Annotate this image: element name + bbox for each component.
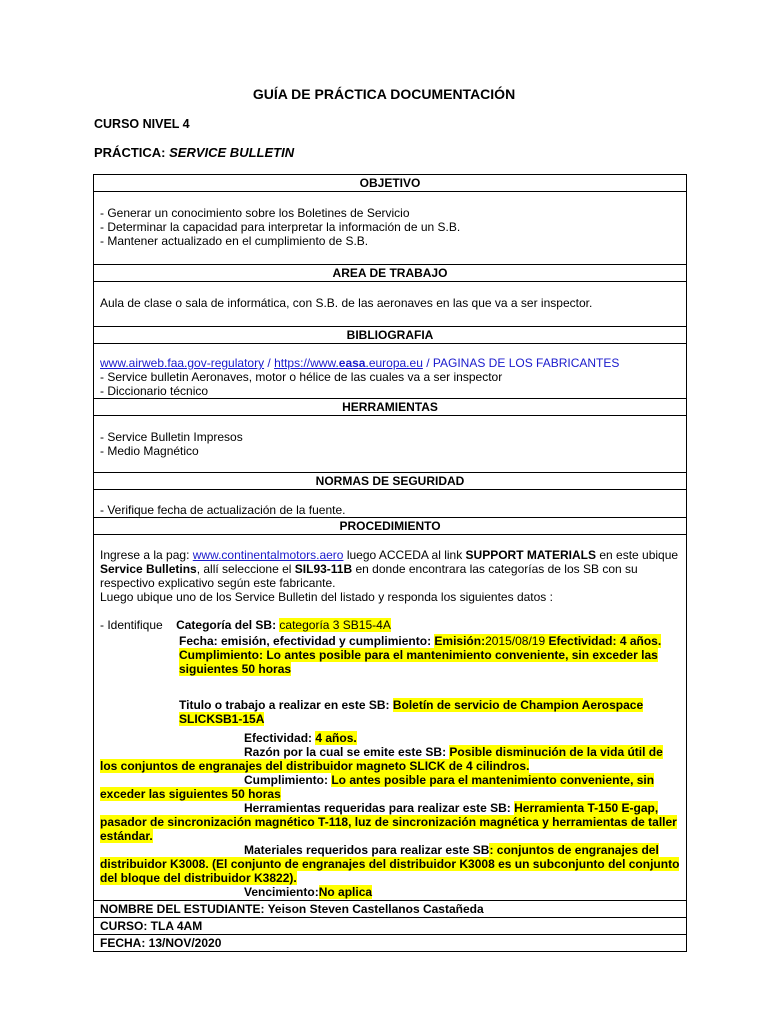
razon-row xyxy=(100,745,680,773)
normas-header: NORMAS DE SEGURIDAD xyxy=(94,473,687,490)
spacer xyxy=(100,676,680,698)
procedimiento-instruction: Luego ubique uno de los Service Bulletin del listado y responda los siguientes datos : xyxy=(100,590,553,604)
cumplimiento-value: Lo antes posible para el mantenimiento conveniente, sin exceder las siguientes 50 horas xyxy=(100,773,655,801)
vencimiento-value: No aplica xyxy=(318,885,373,899)
fecha-emision-value: 2015/08/19 xyxy=(485,634,546,648)
intro-text: en este ubique xyxy=(596,548,679,562)
herramientas-req-row xyxy=(100,801,680,843)
objetivo-line: - Generar un conocimiento sobre los Boletines de Servicio xyxy=(100,206,410,220)
normas-body xyxy=(94,490,687,518)
link-separator: / xyxy=(422,356,433,370)
titulo-value: Boletín de servicio de Champion Aerospace SLICKSB1-15A xyxy=(179,698,644,726)
student-course: CURSO: TLA 4AM xyxy=(94,918,687,935)
objetivo-header: OBJETIVO xyxy=(94,175,687,192)
practice-label: PRÁCTICA: xyxy=(94,145,166,160)
continental-link[interactable]: www.continentalmotors.aero xyxy=(192,548,344,562)
practice-value: SERVICE BULLETIN xyxy=(169,145,295,160)
area-header: AREA DE TRABAJO xyxy=(94,265,687,282)
intro-text: Ingrese a la pag: xyxy=(100,548,193,562)
link-separator: / xyxy=(264,356,275,370)
cumplimiento-row xyxy=(100,773,680,801)
easa-link-bold: easa xyxy=(338,356,366,370)
cumplimiento-label: Cumplimiento: xyxy=(244,773,332,787)
bibliografia-body xyxy=(94,344,687,399)
razon-label: Razón por la cual se emite este SB: xyxy=(244,745,450,759)
herramientas-body xyxy=(94,416,687,473)
objetivo-body xyxy=(94,192,687,265)
efectividad-value: 4 años. xyxy=(315,731,357,745)
fabricantes-text: PAGINAS DE LOS FABRICANTES xyxy=(432,356,620,370)
fecha-row xyxy=(100,634,680,676)
support-materials-text: SUPPORT MATERIALS xyxy=(465,548,596,562)
practice-line xyxy=(94,145,294,160)
titulo-label: Titulo o trabajo a realizar en este SB: xyxy=(179,698,393,712)
fecha-label: Fecha: emisión, efectividad y cumplimiento: xyxy=(179,634,435,648)
herramientas-header: HERRAMIENTAS xyxy=(94,399,687,416)
intro-text: en donde encontrara las categorías de los SB con su respectivo explicativo según este fabricante. xyxy=(100,562,638,590)
easa-link-prefix: https://www. xyxy=(274,356,339,370)
vencimiento-row xyxy=(100,885,680,899)
intro-text: , allí seleccione el xyxy=(196,562,295,576)
bibliografia-line: - Service bulletin Aeronaves, motor o hélice de las cuales va a ser inspector xyxy=(100,370,503,384)
categoria-label: Categoría del SB: xyxy=(176,618,280,632)
faa-link[interactable]: www.airweb.faa.gov-regulatory xyxy=(100,356,265,370)
procedimiento-header: PROCEDIMIENTO xyxy=(94,518,687,535)
herramientas-line: - Service Bulletin Impresos xyxy=(100,430,243,444)
submission-date: FECHA: 13/NOV/2020 xyxy=(94,935,687,952)
document-title: GUÍA DE PRÁCTICA DOCUMENTACIÓN xyxy=(252,86,516,102)
procedimiento-body xyxy=(94,535,687,901)
procedimiento-intro xyxy=(100,548,680,590)
objetivo-line: - Determinar la capacidad para interpretar la información de un S.B. xyxy=(100,220,461,234)
categoria-row xyxy=(100,618,680,632)
area-text: Aula de clase o sala de informática, con S.B. de las aeronaves en las que va a ser inspector. xyxy=(100,296,593,310)
objetivo-line: - Mantener actualizado en el cumplimiento de S.B. xyxy=(100,234,369,248)
efectividad-label: Efectividad: xyxy=(244,731,316,745)
bibliografia-line: - Diccionario técnico xyxy=(100,384,209,398)
bibliografia-links xyxy=(100,356,680,370)
service-bulletins-text: Service Bulletins xyxy=(100,562,197,576)
course-level: CURSO NIVEL 4 xyxy=(94,117,190,131)
herramientas-line: - Medio Magnético xyxy=(100,444,199,458)
materiales-row xyxy=(100,843,680,885)
sil-code-text: SIL93-11B xyxy=(294,562,353,576)
spacer xyxy=(100,604,680,618)
herramientas-req-value: Herramienta T-150 E-gap, pasador de sincronización magnético T-118, luz de sincronización magnética y herramientas de taller estándar. xyxy=(100,801,677,843)
practice-table xyxy=(93,174,687,952)
materiales-value: : conjuntos de engranajes del distribuidor K3008. (El conjunto de engranajes del distribuidor K3008 es un subconjunto del conjunto del bloque del distribuidor K3822). xyxy=(100,843,680,885)
intro-text: luego ACCEDA al link xyxy=(343,548,466,562)
materiales-label: Materiales requeridos para realizar este SB xyxy=(244,843,490,857)
area-body xyxy=(94,282,687,327)
easa-link[interactable] xyxy=(274,356,423,370)
herramientas-req-label: Herramientas requeridas para realizar este SB: xyxy=(244,801,515,815)
razon-value: Posible disminución de la vida útil de los conjuntos de engranajes del distribuidor magneto SLICK de 4 cilindros. xyxy=(100,745,663,773)
fecha-emision-label: Emisión: xyxy=(434,634,486,648)
normas-text: - Verifique fecha de actualización de la fuente. xyxy=(100,503,346,517)
student-name: NOMBRE DEL ESTUDIANTE: Yeison Steven Castellanos Castañeda xyxy=(94,901,687,918)
efectividad-row xyxy=(100,731,680,745)
fecha-rest: Efectividad: 4 años. Cumplimiento: Lo antes posible para el mantenimiento conveniente, sin exceder las siguientes 50 horas xyxy=(179,634,662,676)
vencimiento-label: Vencimiento: xyxy=(244,885,319,899)
easa-link-suffix: .europa.eu xyxy=(365,356,423,370)
titulo-row xyxy=(100,698,680,726)
categoria-value: categoría 3 SB15-4A xyxy=(279,618,391,632)
bibliografia-header: BIBLIOGRAFIA xyxy=(94,327,687,344)
identifique-label: - Identifique xyxy=(100,618,163,632)
